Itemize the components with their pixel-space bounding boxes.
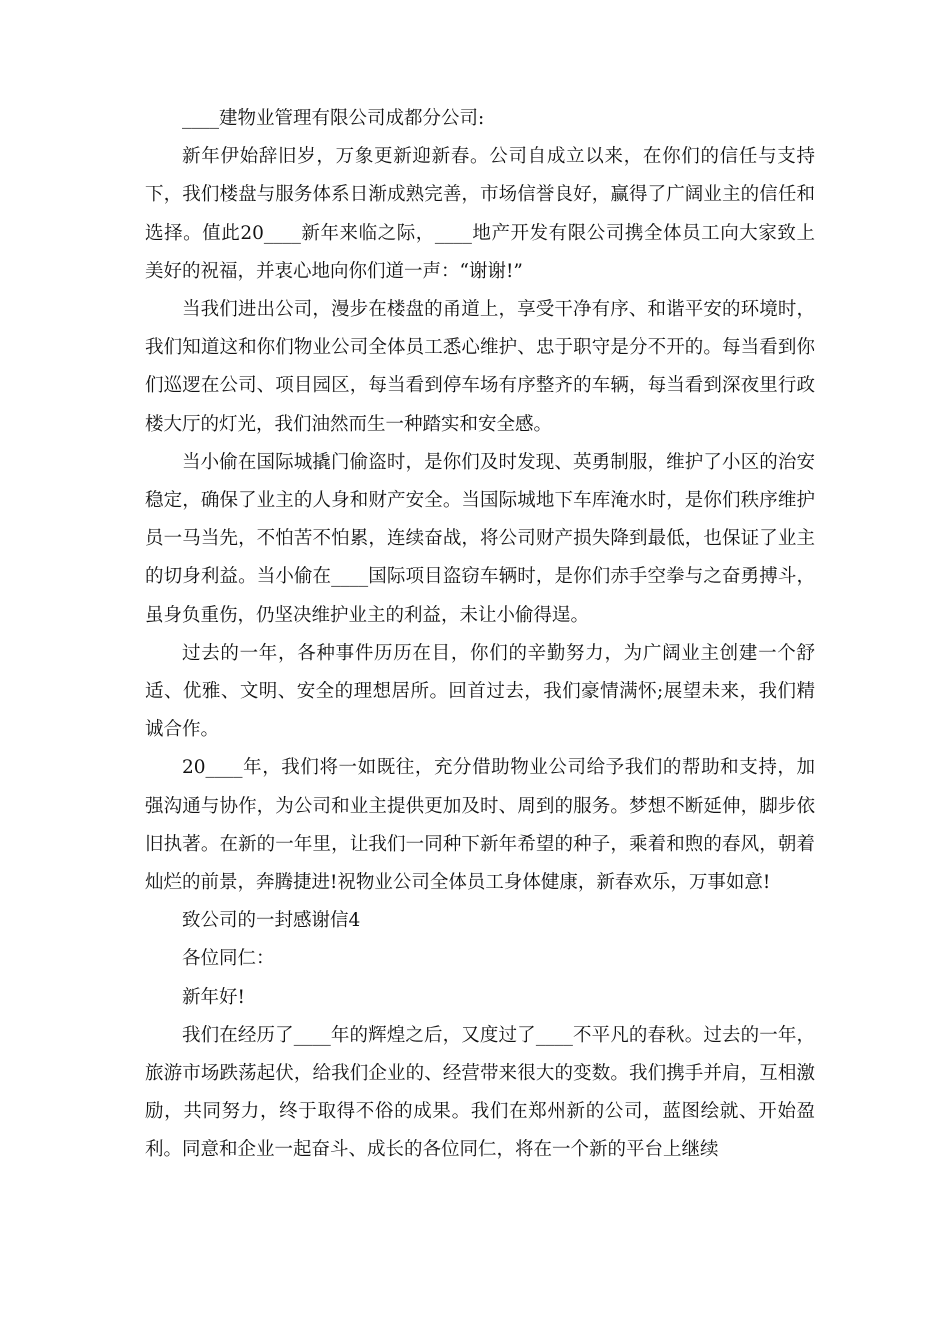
greeting-line: 新年好! bbox=[182, 986, 245, 1008]
body-paragraph: 我们在经历了____年的辉煌之后，又度过了____不平凡的春秋。过去的一年，旅游市场跌荡起伏，给我们企业的、经营带来很大的变数。我们携手并肩，互相激励，共同努力，终于取得不俗的成果。我们在郑州新的公司，蓝图绘就、开始盈利。同意和企业一起奋斗、成长的各位同仁，将在一个新的平台上继续 bbox=[145, 1024, 815, 1161]
body-paragraph: 过去的一年，各种事件历历在目，你们的辛勤努力，为广阔业主创建一个舒适、优雅、文明、安全的理想居所。回首过去，我们豪情满怀;展望未来，我们精诚合作。 bbox=[145, 642, 815, 741]
document-page bbox=[145, 100, 815, 1170]
body-paragraph: 当我们进出公司，漫步在楼盘的甬道上，享受干净有序、和谐平安的环境时，我们知道这和你们物业公司全体员工悉心维护、忠于职守是分不开的。每当看到你们巡逻在公司、项目园区，每当看到停车场有序整齐的车辆，每当看到深夜里行政楼大厅的灯光，我们油然而生一种踏实和安全感。 bbox=[145, 299, 815, 435]
salutation-line: ____建物业管理有限公司成都分公司: bbox=[182, 108, 485, 129]
salutation-line: 各位同仁： bbox=[182, 948, 275, 970]
section-title: 致公司的一封感谢信4 bbox=[182, 910, 361, 932]
body-paragraph: 新年伊始辞旧岁，万象更新迎新春。公司自成立以来，在你们的信任与支持下，我们楼盘与服务体系日渐成熟完善，市场信誉良好，赢得了广阔业主的信任和选择。值此20____新年来临之际，____地产开发有限公司携全体员工向大家致上美好的祝福，并衷心地向你们道一声：“谢谢!” bbox=[145, 146, 815, 282]
body-paragraph: 20____年，我们将一如既往，充分借助物业公司给予我们的帮助和支持，加强沟通与协作，为公司和业主提供更加及时、周到的服务。梦想不断延伸，脚步依旧执著。在新的一年里，让我们一同种下新年希望的种子，乘着和煦的春风，朝着灿烂的前景，奔腾捷进!祝物业公司全体员工身体健康，新春欢乐，万事如意! bbox=[145, 757, 815, 894]
body-paragraph: 当小偷在国际城撬门偷盗时，是你们及时发现、英勇制服，维护了小区的治安稳定，确保了业主的人身和财产安全。当国际城地下车库淹水时，是你们秩序维护员一马当先，不怕苦不怕累，连续奋战，将公司财产损失降到最低，也保证了业主的切身利益。当小偷在____国际项目盗窃车辆时，是你们赤手空拳与之奋勇搏斗，虽身负重伤，仍坚决维护业主的利益，未让小偷得逞。 bbox=[145, 451, 815, 626]
